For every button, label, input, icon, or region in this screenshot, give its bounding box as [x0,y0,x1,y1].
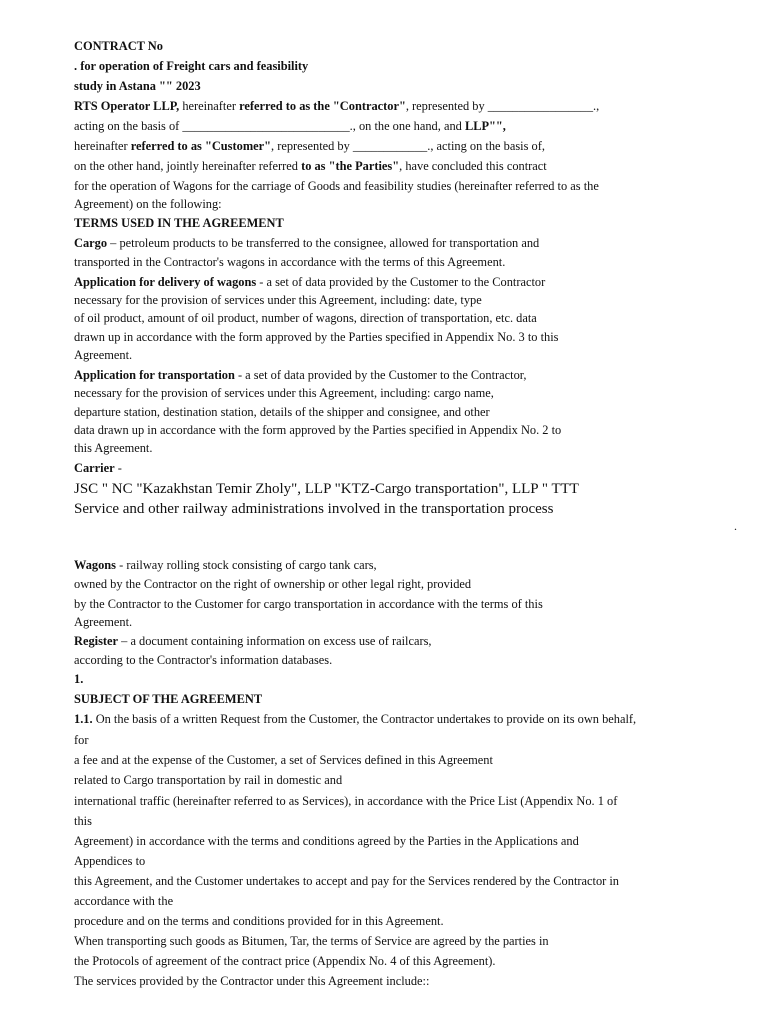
clause-1-1-line-14: The services provided by the Contractor under this Agreement include:: [74,974,430,988]
contract-subtitle-2: study in Astana "" 2023 [74,79,201,93]
clause-1-1-line-3: a fee and at the expense of the Customer, a set of Services defined in this Agreement [74,753,493,767]
preamble-line-5: for the operation of Wagons for the carriage of Goods and feasibility studies (hereinafter referred to as the [74,179,599,193]
carrier-definition-2: Service and other railway administrations involved in the transportation process [74,501,554,517]
contract-title: CONTRACT No [74,39,163,53]
stray-dot: . [734,519,737,533]
wagons-line-1: Wagons - railway rolling stock consisting of cargo tank cars, [74,558,377,572]
clause-1-1-line-13: the Protocols of agreement of the contract price (Appendix No. 4 of this Agreement). [74,954,496,968]
preamble-line-4: on the other hand, jointly hereinafter referred to as "the Parties", have concluded this contract [74,159,547,173]
carrier-definition-1: JSC " NC "Kazakhstan Temir Zholy", LLP "KTZ-Cargo transportation", LLP " TTT [74,481,579,497]
section-number: 1. [74,672,84,686]
clause-1-1-line-9: this Agreement, and the Customer undertakes to accept and pay for the Services rendered by the Contractor in [74,874,620,888]
wagons-line-2: owned by the Contractor on the right of ownership or other legal right, provided [74,577,472,591]
wagons-line-3: by the Contractor to the Customer for cargo transportation in accordance with the terms of this [74,597,543,611]
app-transport-line-5: this Agreement. [74,441,153,455]
wagons-line-4: Agreement. [74,615,133,629]
section-heading: SUBJECT OF THE AGREEMENT [74,692,263,706]
clause-1-1-line-8: Appendices to [74,854,146,868]
clause-1-1-line-10: accordance with the [74,894,174,908]
terms-heading: TERMS USED IN THE AGREEMENT [74,216,284,230]
app-transport-line-4: data drawn up in accordance with the form approved by the Parties specified in Appendix No. 2 to [74,423,562,437]
app-wagons-line-2: necessary for the provision of services under this Agreement, including: date, type [74,293,482,307]
clause-1-1-line-7: Agreement) in accordance with the terms and conditions agreed by the Parties in the Applications and [74,834,579,848]
app-wagons-line-1: Application for delivery of wagons - a set of data provided by the Customer to the Contractor [74,275,546,289]
cargo-definition-2: transported in the Contractor's wagons in accordance with the terms of this Agreement. [74,255,506,269]
app-wagons-line-4: drawn up in accordance with the form approved by the Parties specified in Appendix No. 3 to this [74,330,559,344]
app-wagons-line-3: of oil product, amount of oil product, number of wagons, direction of transportation, etc. data [74,311,537,325]
carrier-term: Carrier - [74,461,122,475]
clause-1-1-line-2: for [74,733,89,747]
preamble-line-6: Agreement) on the following: [74,197,222,211]
app-transport-line-1: Application for transportation - a set of data provided by the Customer to the Contractor, [74,368,527,382]
contract-subtitle-1: . for operation of Freight cars and feasibility [74,59,309,73]
clause-1-1-line-1: 1.1. On the basis of a written Request from the Customer, the Contractor undertakes to provide on its own behalf, [74,712,637,726]
app-transport-line-2: necessary for the provision of services under this Agreement, including: cargo name, [74,386,494,400]
preamble-line-3: hereinafter referred to as "Customer", represented by ____________., acting on the basis of, [74,139,545,153]
clause-1-1-line-4: related to Cargo transportation by rail in domestic and [74,773,343,787]
clause-1-1-line-5: international traffic (hereinafter referred to as Services), in accordance with the Price List (Appendix No. 1 of [74,794,618,808]
preamble-line-2: acting on the basis of ___________________________., on the one hand, and LLP"", [74,119,506,133]
app-transport-line-3: departure station, destination station, details of the shipper and consignee, and other [74,405,490,419]
register-line-1: Register – a document containing information on excess use of railcars, [74,634,432,648]
clause-1-1-line-12: When transporting such goods as Bitumen, Tar, the terms of Service are agreed by the parties in [74,934,549,948]
cargo-definition-1: Cargo – petroleum products to be transferred to the consignee, allowed for transportation and [74,236,540,250]
clause-1-1-line-11: procedure and on the terms and conditions provided for in this Agreement. [74,914,444,928]
app-wagons-line-5: Agreement. [74,348,133,362]
preamble-line-1: RTS Operator LLP, hereinafter referred to as the "Contractor", represented by _________________., [74,99,600,113]
register-line-2: according to the Contractor's information databases. [74,653,333,667]
clause-1-1-line-6: this [74,814,92,828]
